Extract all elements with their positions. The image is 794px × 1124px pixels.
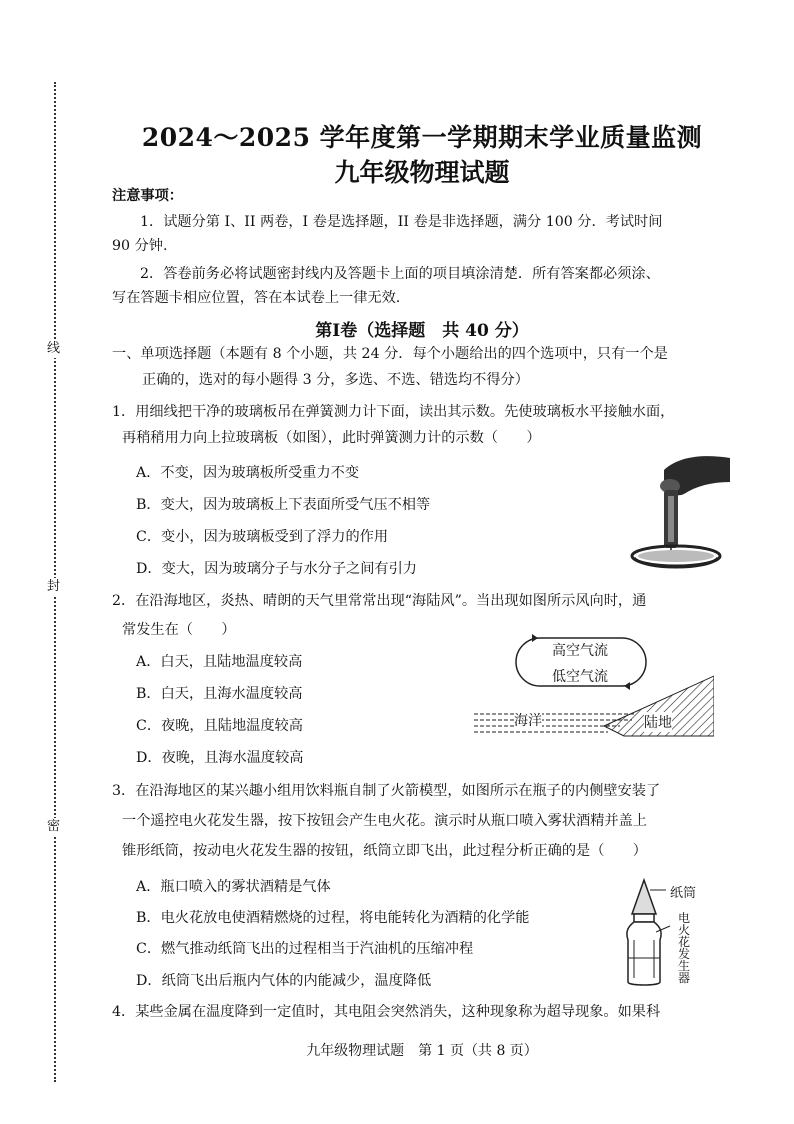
notes-line: 1．试题分第 I、II 两卷，I 卷是选择题，II 卷是非选择题，满分 100 分．考试时间: [140, 214, 663, 230]
q3-option-d: D．纸筒飞出后瓶内气体的内能减少，温度降低: [136, 973, 432, 989]
spring-scale-figure: [624, 452, 732, 570]
q2-option-d: D．夜晚，且海水温度较高: [136, 750, 304, 766]
q2-option-c: C．夜晚，且陆地温度较高: [136, 718, 303, 734]
section-instruction: 正确的，选对的每小题得 3 分，多选、不选、错选均不得分）: [142, 372, 529, 388]
q1-stem: 1．用细线把干净的玻璃板吊在弹簧测力计下面，读出其示数。先使玻璃板水平接触水面，: [112, 404, 675, 420]
q1-option-c: C．变小，因为玻璃板受到了浮力的作用: [136, 529, 389, 545]
seal-mark-xian: 线: [47, 341, 61, 356]
exam-subtitle: 九年级物理试题: [334, 158, 510, 187]
notes-line: 90 分钟.: [112, 238, 168, 254]
land-label: 陆地: [644, 712, 672, 732]
paper-cone-label: 纸筒: [670, 886, 697, 901]
page-footer: 九年级物理试题 第 1 页（共 8 页）: [306, 1043, 538, 1059]
section-heading: 第Ⅰ卷（选择题 共 40 分）: [315, 321, 529, 341]
q2-stem: 常发生在（ ）: [122, 622, 236, 638]
notes-line: 写在答题卡相应位置，答在本试卷上一律无效.: [112, 290, 401, 306]
exam-title: 2024～2025 学年度第一学期期末学业质量监测: [141, 123, 703, 152]
bottle-rocket-figure: [620, 874, 724, 990]
q2-option-a: A．白天，且陆地温度较高: [136, 654, 303, 670]
sea-breeze-figure: [474, 630, 714, 742]
q1-option-a: A．不变，因为玻璃板所受重力不变: [136, 465, 360, 481]
q3-option-a: A．瓶口喷入的雾状酒精是气体: [136, 879, 331, 895]
q1-stem: 再稍稍用力向上拉玻璃板（如图），此时弹簧测力计的示数（ ）: [122, 430, 541, 446]
q3-stem: 锥形纸筒，按动电火花发生器的按钮，纸筒立即飞出，此过程分析正确的是（ ）: [122, 843, 647, 859]
q3-stem: 3．在沿海地区的某兴趣小组用饮料瓶自制了火箭模型，如图所示在瓶子的内侧壁安装了: [112, 783, 661, 799]
seal-mark-feng: 封: [47, 579, 61, 594]
spark-generator-label: 电火花发生器: [678, 911, 691, 985]
upper-airflow-label: 高空气流: [552, 643, 608, 659]
q1-option-b: B．变大，因为玻璃板上下表面所受气压不相等: [136, 497, 431, 513]
notes-label: 注意事项：: [112, 188, 183, 204]
sea-label: 海洋: [514, 710, 542, 730]
lower-airflow-label: 低空气流: [552, 669, 608, 685]
section-instruction: 一、单项选择题（本题有 8 个小题，共 24 分．每个小题给出的四个选项中，只有一个是: [112, 346, 668, 362]
q1-option-d: D．变大，因为玻璃分子与水分子之间有引力: [136, 561, 417, 577]
q3-stem: 一个遥控电火花发生器，按下按钮会产生电火花。演示时从瓶口喷入雾状酒精并盖上: [122, 813, 647, 829]
q3-option-c: C．燃气推动纸筒飞出的过程相当于汽油机的压缩冲程: [136, 941, 474, 957]
seal-mark-mi: 密: [47, 819, 61, 834]
q3-option-b: B．电火花放电使酒精燃烧的过程，将电能转化为酒精的化学能: [136, 910, 530, 926]
q2-option-b: B．白天，且海水温度较高: [136, 686, 303, 702]
q4-stem: 4．某些金属在温度降到一定值时，其电阻会突然消失，这种现象称为超导现象。如果科: [112, 1004, 661, 1020]
notes-line: 2．答卷前务必将试题密封线内及答题卡上面的项目填涂清楚．所有答案都必须涂、: [140, 266, 660, 282]
q2-stem: 2．在沿海地区，炎热、晴朗的天气里常常出现“海陆风”。当出现如图所示风向时，通: [112, 593, 647, 609]
